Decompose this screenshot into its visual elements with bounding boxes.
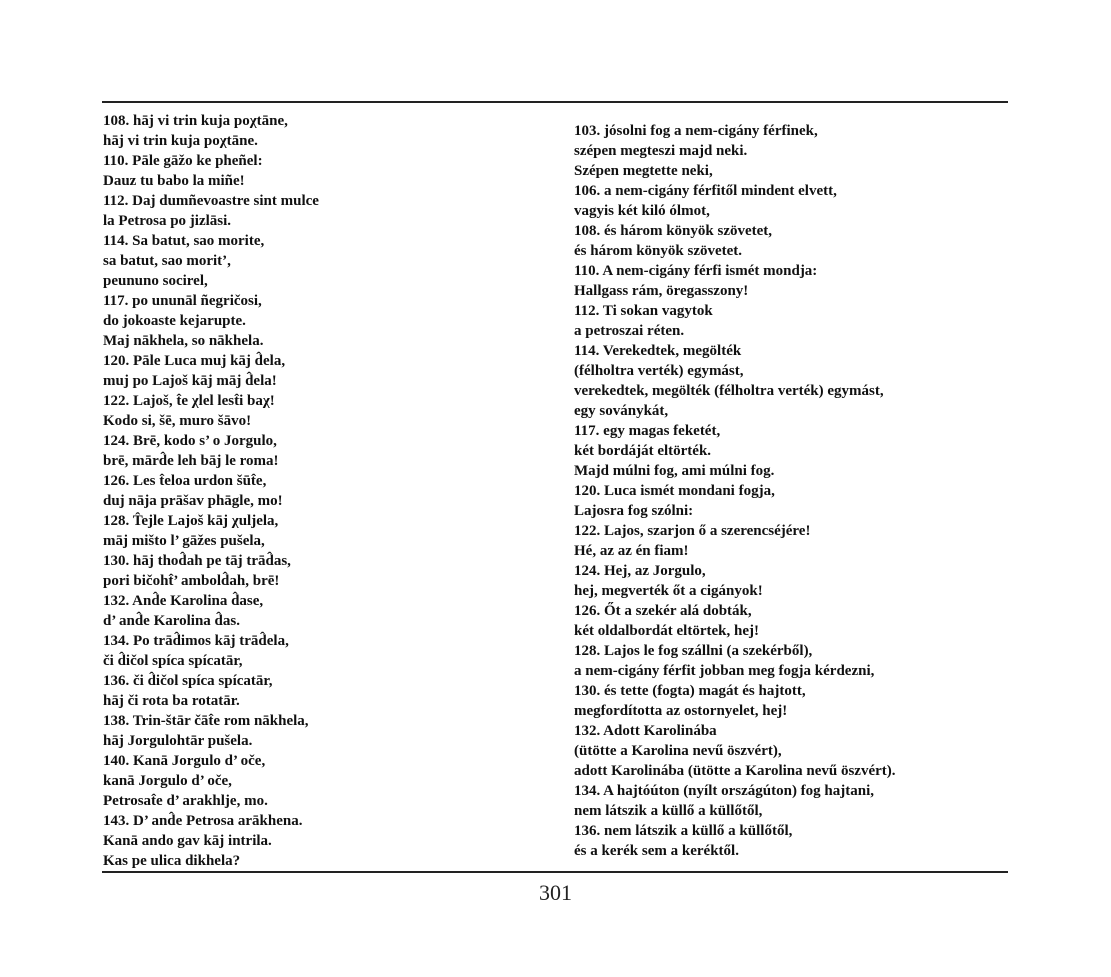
romani-verse-line: kanā Jorgulo d’ oče, [103, 773, 232, 789]
romani-verse-line: Maj nākhela, so nākhela. [103, 333, 264, 349]
romani-verse-line: d’ and̂e Karolina d̂as. [103, 613, 240, 629]
romani-verse-line: 120. Pāle Luca muj kāj d̂ela, [103, 353, 286, 369]
hungarian-verse-line: hej, megverték őt a cigányok! [574, 583, 763, 599]
hungarian-verse-line: Hé, az az én fiam! [574, 543, 689, 559]
romani-verse-line: 126. Les t̂eloa urdon šūt̂e, [103, 473, 267, 489]
hungarian-verse-line: 128. Lajos le fog szállni (a szekérből), [574, 643, 813, 659]
hungarian-verse-line: 122. Lajos, szarjon ő a szerencséjére! [574, 523, 811, 539]
hungarian-verse-line: 117. egy magas feketét, [574, 423, 721, 439]
romani-verse-line: 124. Brē, kodo s’ o Jorgulo, [103, 433, 277, 449]
hungarian-verse-line: nem látszik a küllő a küllőtől, [574, 803, 763, 819]
romani-verse-line: sa batut, sao morit’, [103, 253, 231, 269]
hungarian-verse-line: 110. A nem-cigány férfi ismét mondja: [574, 263, 818, 279]
romani-text-column [103, 111, 319, 871]
hungarian-verse-line: 130. és tette (fogta) magát és hajtott, [574, 683, 806, 699]
hungarian-verse-line: Lajosra fog szólni: [574, 503, 694, 519]
romani-verse-line: 136. či d̂ičol spíca spícatār, [103, 673, 273, 689]
romani-verse-line: 128. T̂ejle Lajoš kāj χuljela, [103, 513, 279, 529]
bottom-rule [102, 871, 1008, 873]
hungarian-verse-line: a nem-cigány férfit jobban meg fogja kérdezni, [574, 663, 875, 679]
romani-verse-line: 130. hāj thod̂ah pe tāj trād̂as, [103, 553, 291, 569]
romani-verse-line: Kodo si, šē, muro šāvo! [103, 413, 252, 429]
romani-verse-line: či d̂ičol spíca spícatār, [103, 653, 243, 669]
romani-verse-line: do jokoaste kejarupte. [103, 313, 246, 329]
romani-verse-line: pori bičoht̂’ ambold̂ah, brē! [103, 573, 280, 589]
romani-verse-line: 112. Daj dumñevoastre sint mulce [103, 193, 319, 209]
romani-verse-line: māj mišto l’ gāžes pušela, [103, 533, 265, 549]
hungarian-verse-line: 126. Őt a szekér alá dobták, [574, 603, 752, 619]
top-rule [102, 101, 1008, 103]
hungarian-verse-line: két bordáját eltörték. [574, 443, 712, 459]
hungarian-verse-line: megfordította az ostornyelet, hej! [574, 703, 788, 719]
romani-verse-line: duj nāja prāšav phāgle, mo! [103, 493, 283, 509]
hungarian-verse-line: Majd múlni fog, ami múlni fog. [574, 463, 775, 479]
hungarian-verse-line: a petroszai réten. [574, 323, 685, 339]
romani-verse-line: 132. And̂e Karolina d̂ase, [103, 593, 264, 609]
hungarian-verse-line: vagyis két kiló ólmot, [574, 203, 710, 219]
hungarian-verse-line: (félholtra verték) egymást, [574, 363, 744, 379]
hungarian-verse-line: 136. nem látszik a küllő a küllőtől, [574, 823, 793, 839]
hungarian-verse-line: 108. és három könyök szövetet, [574, 223, 773, 239]
romani-verse-line: 117. po ununāl ñegričosi, [103, 293, 262, 309]
hungarian-translation-column [574, 121, 896, 861]
romani-verse-line: peununo socirel, [103, 273, 208, 289]
romani-verse-line: 140. Kanā Jorgulo d’ oče, [103, 753, 266, 769]
romani-verse-line: muj po Lajoš kāj māj d̂ela! [103, 373, 277, 389]
romani-verse-line: la Petrosa po jizlāsi. [103, 213, 232, 229]
hungarian-verse-line: Hallgass rám, öregasszony! [574, 283, 749, 299]
hungarian-verse-line: Szépen megtette neki, [574, 163, 713, 179]
romani-verse-line: 138. Trin-štār čāt̂e rom nākhela, [103, 713, 309, 729]
romani-verse-line: hāj či rota ba rotatār. [103, 693, 240, 709]
hungarian-verse-line: 103. jósolni fog a nem-cigány férfinek, [574, 123, 818, 139]
romani-verse-line: Kanā ando gav kāj intrila. [103, 833, 272, 849]
hungarian-verse-line: és három könyök szövetet. [574, 243, 743, 259]
hungarian-verse-line: (ütötte a Karolina nevű öszvért), [574, 743, 782, 759]
romani-verse-line: 110. Pāle gāžo ke pheñel: [103, 153, 263, 169]
romani-verse-line: Dauz tu babo la miñe! [103, 173, 245, 189]
romani-verse-line: 108. hāj vi trin kuja poχtāne, [103, 113, 288, 129]
romani-verse-line: 114. Sa batut, sao morite, [103, 233, 265, 249]
hungarian-verse-line: 114. Verekedtek, megölték [574, 343, 742, 359]
romani-verse-line: 143. D’ and̂e Petrosa arākhena. [103, 813, 303, 829]
hungarian-verse-line: 124. Hej, az Jorgulo, [574, 563, 706, 579]
romani-verse-line: 122. Lajoš, t̂e χlel lest̂i baχ! [103, 393, 275, 409]
romani-verse-line: brē, mārd̂e leh bāj le roma! [103, 453, 279, 469]
hungarian-verse-line: 132. Adott Karolinába [574, 723, 717, 739]
romani-verse-line: 134. Po trād̂imos kāj trād̂ela, [103, 633, 289, 649]
hungarian-verse-line: egy soványkát, [574, 403, 669, 419]
romani-verse-line: Kas pe ulica dikhela? [103, 853, 241, 869]
page-number: 301 [539, 880, 572, 905]
romani-verse-line: hāj vi trin kuja poχtāne. [103, 133, 258, 149]
hungarian-verse-line: és a kerék sem a keréktől. [574, 843, 739, 859]
hungarian-verse-line: két oldalbordát eltörtek, hej! [574, 623, 759, 639]
hungarian-verse-line: verekedtek, megölték (félholtra verték) egymást, [574, 383, 884, 399]
romani-verse-line: Petrosat̂e d’ arakhlje, mo. [103, 793, 268, 809]
hungarian-verse-line: adott Karolinába (ütötte a Karolina nevű öszvért). [574, 763, 896, 779]
romani-verse-line: hāj Jorgulohtār pušela. [103, 733, 253, 749]
hungarian-verse-line: szépen megteszi majd neki. [574, 143, 748, 159]
hungarian-verse-line: 134. A hajtóúton (nyílt országúton) fog hajtani, [574, 783, 875, 799]
hungarian-verse-line: 106. a nem-cigány férfitől mindent elvett, [574, 183, 837, 199]
hungarian-verse-line: 112. Ti sokan vagytok [574, 303, 713, 319]
hungarian-verse-line: 120. Luca ismét mondani fogja, [574, 483, 775, 499]
